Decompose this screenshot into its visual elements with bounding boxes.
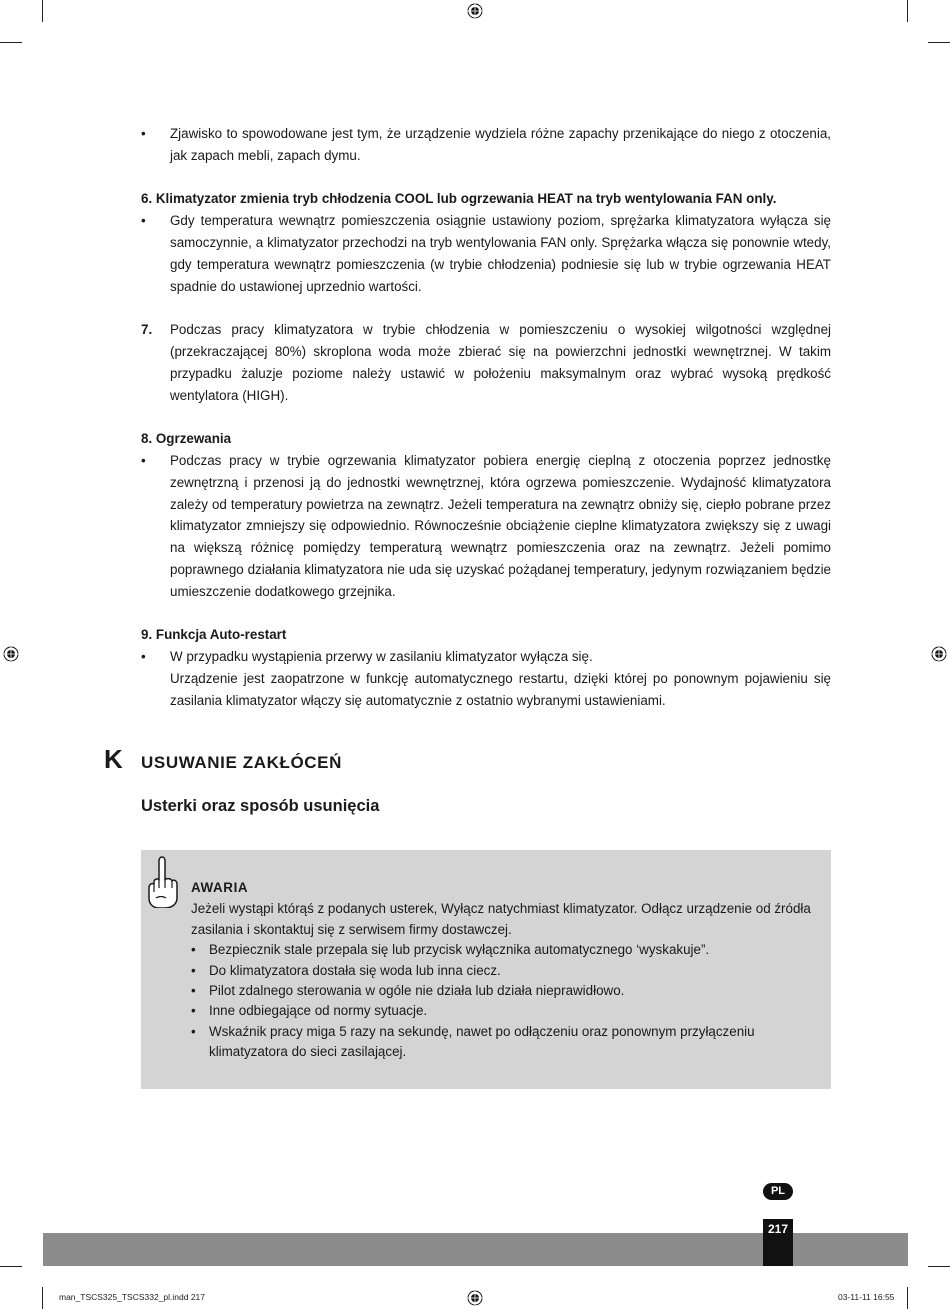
crop-mark bbox=[42, 1287, 43, 1309]
warning-box bbox=[141, 850, 831, 1089]
section-7-text: Podczas pracy klimatyzatora w trybie chłodzenia w pomieszczeniu o wysokiej wilgotności względnej (przekraczającej 80%) skroplona woda może zbierać się na powierzchni jednostki wewnętrznej. W takim przypadku żaluzje poziome należy ustawić w położeniu maksymalnym oraz wybrać wysoką prędkość wentylatora (HIGH). bbox=[170, 322, 831, 403]
file-slug: man_TSCS325_TSCS332_pl.indd 217 bbox=[59, 1292, 206, 1302]
bullet-icon: • bbox=[191, 1023, 196, 1039]
section-8-bullet bbox=[141, 450, 831, 603]
section-letter: K bbox=[104, 744, 123, 774]
bullet-icon: • bbox=[191, 962, 196, 978]
bullet-icon: • bbox=[191, 983, 196, 999]
bullet-icon: • bbox=[141, 452, 146, 468]
section-title: USUWANIE ZAKŁÓCEŃ bbox=[141, 753, 342, 772]
date-slug: 03-11-11 16:55 bbox=[838, 1292, 895, 1302]
warning-content bbox=[191, 878, 811, 1063]
warning-list-item: • Inne odbiegające od normy sytuacje. bbox=[191, 1001, 811, 1021]
bullet-icon: • bbox=[191, 942, 196, 958]
registration-mark-icon bbox=[3, 646, 19, 662]
section-6-bullet bbox=[141, 210, 831, 297]
section-6-heading: 6. Klimatyzator zmienia tryb chłodzenia COOL lub ogrzewania HEAT na tryb wentylowania FAN only. bbox=[141, 191, 777, 207]
pointing-hand-icon bbox=[145, 854, 179, 908]
main-content bbox=[141, 123, 831, 712]
section-9-text: W przypadku wystąpienia przerwy w zasilaniu klimatyzator wyłącza się. bbox=[170, 649, 593, 665]
warning-list-item: • Wskaźnik pracy miga 5 razy na sekundę, nawet po odłączeniu oraz ponownym przyłączeniu klimatyzatora do sieci zasilającej. bbox=[191, 1023, 755, 1060]
crop-mark bbox=[0, 1266, 22, 1267]
warning-list bbox=[191, 940, 811, 1062]
crop-mark bbox=[928, 42, 950, 43]
section-k-header bbox=[104, 744, 844, 784]
section-8-heading: 8. Ogrzewania bbox=[141, 431, 232, 447]
warning-list-item: • Pilot zdalnego sterowania w ogóle nie działa lub działa nieprawidłowo. bbox=[191, 981, 811, 1001]
crop-mark bbox=[0, 42, 22, 43]
crop-mark bbox=[907, 0, 908, 22]
section-9-heading: 9. Funkcja Auto-restart bbox=[141, 627, 287, 643]
crop-mark bbox=[928, 1266, 950, 1267]
registration-mark-icon bbox=[931, 646, 947, 662]
section-9-continuation: Urządzenie jest zaopatrzone w funkcję automatycznego restartu, dzięki której po ponownym pojawieniu się zasilania klimatyzator włączy się automatycznie z ostatnio wybranymi ustawieniami. bbox=[170, 670, 831, 708]
warning-list-item: • Bezpiecznik stale przepala się lub przycisk wyłącznika automatycznego ‘wyskakuje”. bbox=[191, 940, 811, 960]
page-number: 217 bbox=[767, 1222, 789, 1236]
section-8-text: Podczas pracy w trybie ogrzewania klimatyzator pobiera energię cieplną z otoczenia poprzez jednostkę zewnętrzną i przenosi ją do jednostki wewnętrznej, która ogrzewa pomieszczenie. Wydajność klimatyzatora zależy od temperatury powietrza na zewnątrz. Jeżeli temperatura na zewnątrz obniży się, ciepło pobrane przez klimatyzator zmniejszy się odpowiednio. Równocześnie obciążenie cieplne klimatyzatora zwiększy się z uwagi na większą różnicę pomiędzy temperaturą wewnątrz pomieszczenia oraz na zewnątrz. Jeżeli pomimo poprawnego działania klimatyzatora nie uda się uzyskać pożądanej temperatury, jedynym rozwiązaniem będzie umieszczenie dodatkowego grzejnika. bbox=[170, 452, 831, 599]
registration-mark-icon bbox=[467, 3, 483, 19]
section-7-number: 7. bbox=[141, 322, 153, 338]
section-7 bbox=[141, 319, 831, 406]
intro-bullet-text: Zjawisko to spowodowane jest tym, że urządzenie wydziela różne zapachy przenikające do niego z otoczenia, jak zapach mebli, zapach dymu. bbox=[170, 126, 831, 163]
section-6-text: Gdy temperatura wewnątrz pomieszczenia osiągnie ustawiony poziom, sprężarka klimatyzatora wyłącza się samoczynnie, a klimatyzator przechodzi na tryb wentylowania FAN only. Sprężarka włącza się ponownie wtedy, gdy temperatura wewnątrz pomieszczenia (w trybie chłodzenia) podniesie się lub w trybie ogrzewania HEAT spadnie do ustawionej uprzednio wartości. bbox=[170, 213, 831, 294]
warning-title: AWARIA bbox=[191, 880, 249, 895]
bullet-icon: • bbox=[141, 213, 146, 229]
page-number-tab bbox=[763, 1219, 793, 1266]
crop-mark bbox=[907, 1287, 908, 1309]
section-subtitle: Usterki oraz sposób usunięcia bbox=[141, 797, 380, 815]
bullet-icon: • bbox=[141, 126, 146, 141]
intro-bullet bbox=[141, 123, 831, 167]
warning-intro: Jeżeli wystąpi którąś z podanych usterek, Wyłącz natychmiast klimatyzator. Odłącz urządzenie od źródła zasilania i skontaktuj się z serwisem firmy dostawczej. bbox=[191, 901, 811, 937]
section-9-bullet bbox=[141, 646, 831, 668]
bullet-icon: • bbox=[191, 1003, 196, 1019]
warning-list-item: • Do klimatyzatora dostała się woda lub inna ciecz. bbox=[191, 961, 811, 981]
bullet-icon: • bbox=[141, 649, 146, 665]
registration-mark-icon bbox=[467, 1290, 483, 1306]
language-badge: PL bbox=[763, 1183, 793, 1200]
crop-mark bbox=[42, 0, 43, 22]
